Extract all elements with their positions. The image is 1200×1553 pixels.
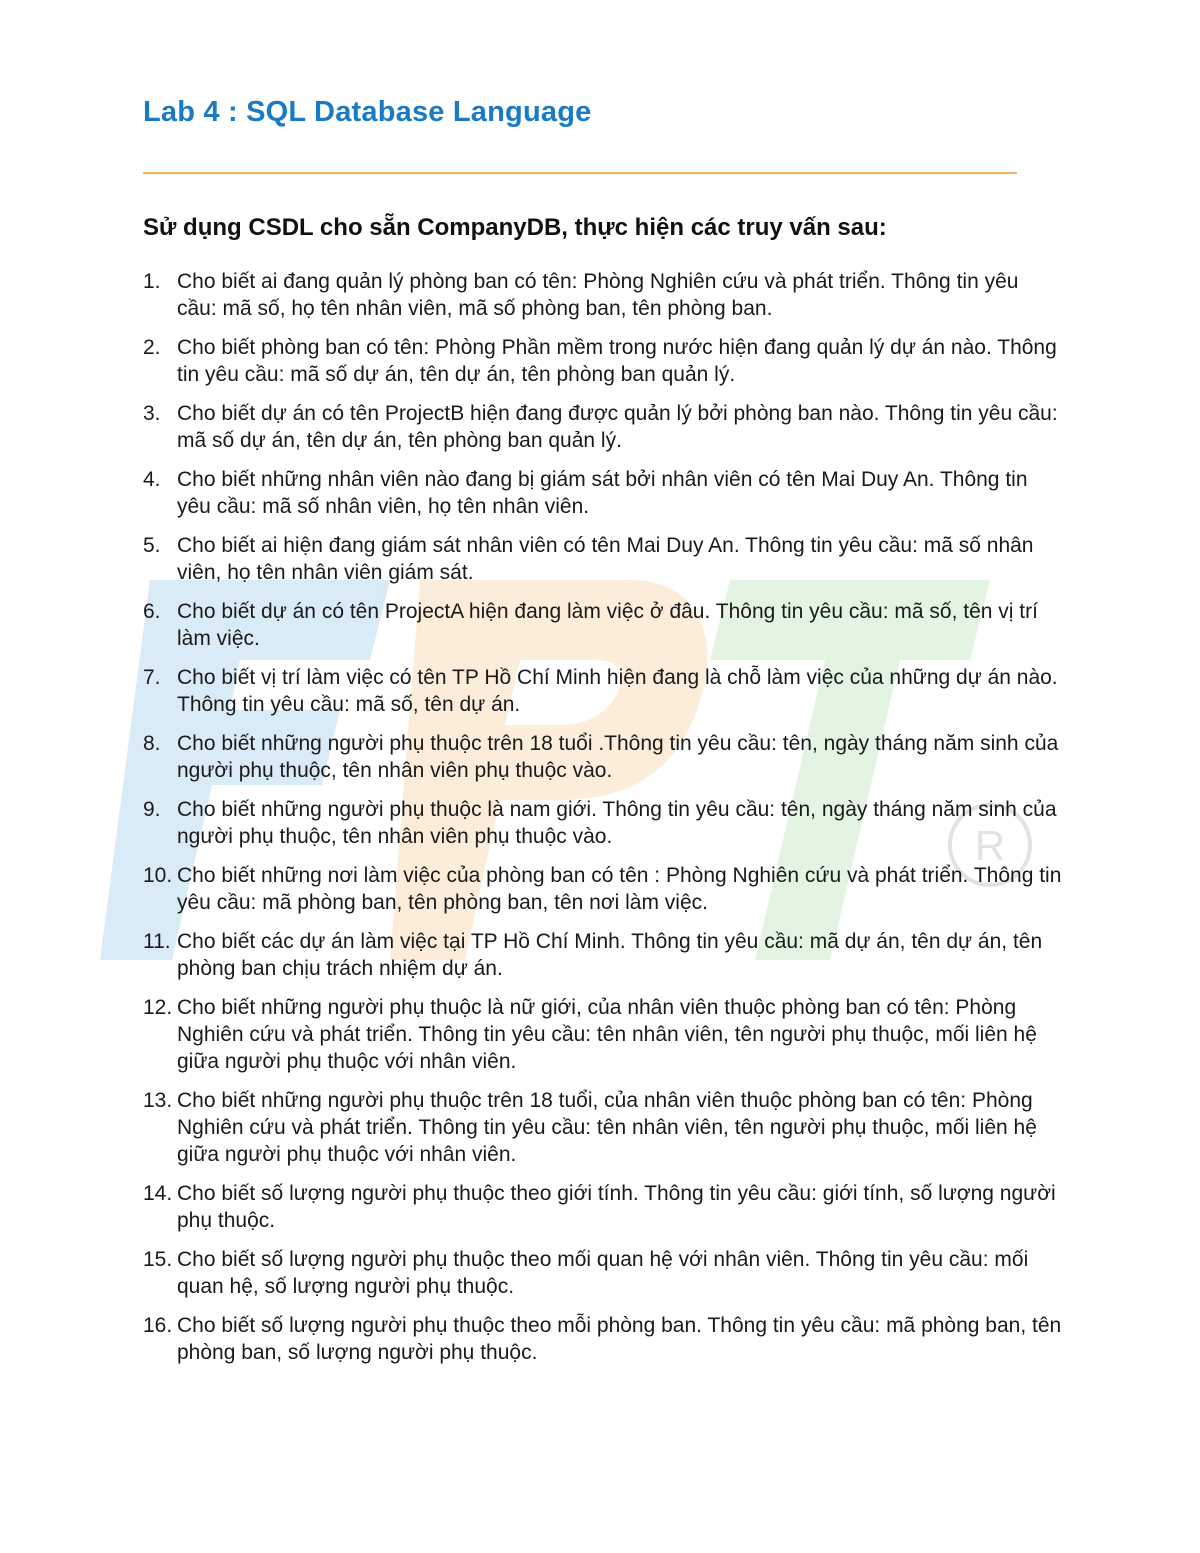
task-number: 12. [143,996,173,1019]
task-text: Cho biết số lượng người phụ thuộc theo giới tính. Thông tin yêu cầu: giới tính, số lượng người phụ thuộc. [177,1182,1056,1232]
task-item [143,268,1063,322]
task-item [143,1087,1063,1168]
task-text: Cho biết dự án có tên ProjectB hiện đang được quản lý bởi phòng ban nào. Thông tin yêu cầu: mã số dự án, tên dự án, tên phòng ban quản lý. [177,402,1058,452]
task-item [143,796,1063,850]
task-text: Cho biết ai đang quản lý phòng ban có tên: Phòng Nghiên cứu và phát triển. Thông tin yêu cầu: mã số, họ tên nhân viên, mã số phòng ban, tên phòng ban. [177,270,1019,320]
task-list [143,268,1063,1378]
task-item [143,994,1063,1075]
page-title: Lab 4 : SQL Database Language [143,96,592,128]
svg-text:R: R [974,822,1006,869]
section-heading: Sử dụng CSDL cho sẵn CompanyDB, thực hiện các truy vấn sau: [143,214,887,241]
task-text: Cho biết những người phụ thuộc trên 18 tuổi .Thông tin yêu cầu: tên, ngày tháng năm sinh của người phụ thuộc, tên nhân viên phụ thuộc vào. [177,732,1059,782]
task-text: Cho biết những người phụ thuộc trên 18 tuổi, của nhân viên thuộc phòng ban có tên: Phòng Nghiên cứu và phát triển. Thông tin yêu cầu: tên nhân viên, tên người phụ thuộc, mối liên hệ giữa người phụ thuộc với nhân viên. [177,1089,1037,1166]
task-item [143,730,1063,784]
task-text: Cho biết những nhân viên nào đang bị giám sát bởi nhân viên có tên Mai Duy An. Thông tin yêu cầu: mã số nhân viên, họ tên nhân viên. [177,468,1028,518]
task-text: Cho biết các dự án làm việc tại TP Hồ Chí Minh. Thông tin yêu cầu: mã dự án, tên dự án, tên phòng ban chịu trách nhiệm dự án. [177,930,1043,980]
task-text: Cho biết những người phụ thuộc là nam giới. Thông tin yêu cầu: tên, ngày tháng năm sinh của người phụ thuộc, tên nhân viên phụ thuộc vào. [177,798,1057,848]
task-text: Cho biết phòng ban có tên: Phòng Phần mềm trong nước hiện đang quản lý dự án nào. Thông tin yêu cầu: mã số dự án, tên dự án, tên phòng ban quản lý. [177,336,1057,386]
title-divider [143,172,1017,174]
task-item [143,466,1063,520]
task-number: 16. [143,1314,173,1337]
task-text: Cho biết số lượng người phụ thuộc theo mối quan hệ với nhân viên. Thông tin yêu cầu: mối quan hệ, số lượng người phụ thuộc. [177,1248,1029,1298]
task-number: 13. [143,1089,173,1112]
task-item [143,1246,1063,1300]
task-text: Cho biết số lượng người phụ thuộc theo mỗi phòng ban. Thông tin yêu cầu: mã phòng ban, tên phòng ban, số lượng người phụ thuộc. [177,1314,1062,1364]
task-item [143,334,1063,388]
task-number: 6. [143,600,161,623]
task-number: 15. [143,1248,173,1271]
task-item [143,1312,1063,1366]
task-number: 9. [143,798,161,821]
task-number: 11. [143,930,171,953]
task-number: 7. [143,666,161,689]
task-number: 10. [143,864,173,887]
task-number: 14. [143,1182,173,1205]
task-number: 3. [143,402,161,425]
task-number: 2. [143,336,161,359]
task-text: Cho biết vị trí làm việc có tên TP Hồ Chí Minh hiện đang là chỗ làm việc của những dự án nào. Thông tin yêu cầu: mã số, tên dự án. [177,666,1058,716]
task-item [143,862,1063,916]
task-item [143,598,1063,652]
task-text: Cho biết những nơi làm việc của phòng ban có tên : Phòng Nghiên cứu và phát triển. Thông tin yêu cầu: mã phòng ban, tên phòng ban, tên nơi làm việc. [177,864,1062,914]
task-item [143,1180,1063,1234]
task-item [143,400,1063,454]
task-text: Cho biết những người phụ thuộc là nữ giới, của nhân viên thuộc phòng ban có tên: Phòng Nghiên cứu và phát triển. Thông tin yêu cầu: tên nhân viên, tên người phụ thuộc, mối liên hệ giữa người phụ thuộc với nhân viên. [177,996,1037,1073]
task-number: 5. [143,534,161,557]
task-number: 8. [143,732,161,755]
task-item [143,664,1063,718]
task-item [143,928,1063,982]
task-text: Cho biết dự án có tên ProjectA hiện đang làm việc ở đâu. Thông tin yêu cầu: mã số, tên vị trí làm việc. [177,600,1038,650]
task-text: Cho biết ai hiện đang giám sát nhân viên có tên Mai Duy An. Thông tin yêu cầu: mã số nhân viên, họ tên nhân viên giám sát. [177,534,1034,584]
task-item [143,532,1063,586]
task-number: 4. [143,468,161,491]
task-number: 1. [143,270,161,293]
